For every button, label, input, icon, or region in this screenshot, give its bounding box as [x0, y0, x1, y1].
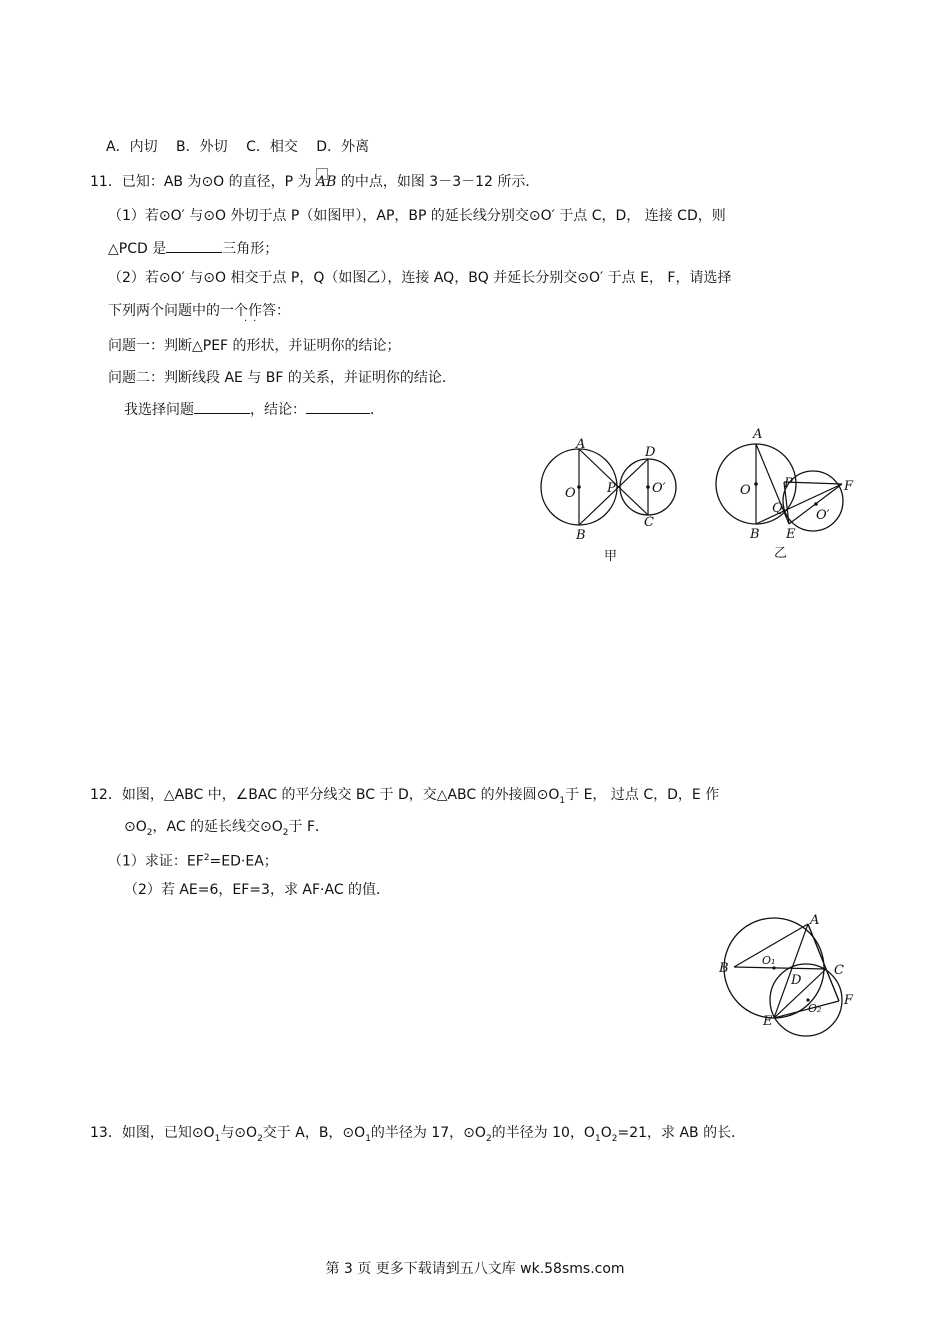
- label-b: B: [576, 528, 586, 543]
- label-o: O: [565, 486, 576, 501]
- q11-part2-line2: 下列两个问题中的一个作答：: [108, 303, 290, 319]
- label-e: E: [763, 1014, 773, 1029]
- label-o1: O₁: [762, 954, 776, 967]
- q11-choice: 我选择问题 ，结论： ．: [124, 399, 384, 420]
- q11-question-one: 问题一：判断△PEF 的形状，并证明你的结论；: [108, 338, 401, 354]
- label-a: A: [576, 437, 586, 452]
- q11-part2-line1: （2）若⊙O′ 与⊙O 相交于点 P，Q（如图乙），连接 AQ，BQ 并延长分别交⊙O′ 于点 E， F，请选择: [108, 270, 732, 286]
- q12-line1: 12．如图，△ABC 中，∠BAC 的平分线交 BC 于 D，交△ABC 的外接圆$⊙O_1$于 E， 过点 C，D，E 作: [90, 787, 720, 806]
- q11-part1-line2: △PCD 是 三角形；: [108, 238, 278, 259]
- label-q: Q: [772, 501, 783, 516]
- q12-line2: $⊙O_2$，AC 的延长线交$⊙O_2$于 F．: [124, 819, 330, 838]
- figure-q12: [716, 912, 866, 1042]
- label-e: E: [786, 527, 796, 542]
- choice-blank: [194, 399, 250, 414]
- q12-part1: （1）求证：$EF^2=ED\cdot EA$；: [108, 853, 278, 870]
- page-footer: 第 3 页 更多下载请到五八文库 wk.58sms.com: [325, 1261, 625, 1277]
- caption-yi: 乙: [774, 546, 788, 561]
- label-d: D: [791, 973, 802, 988]
- label-b: B: [719, 961, 729, 976]
- label-b: B: [750, 527, 760, 542]
- q11-stem: 11．已知：AB 为⊙O 的直径，P 为 AB 的中点，如图 3－3－12 所示．: [90, 174, 540, 190]
- label-d: D: [645, 445, 656, 460]
- label-a: A: [753, 427, 763, 442]
- label-a: A: [810, 913, 820, 928]
- label-f: F: [844, 993, 854, 1008]
- q12-part2: （2）若 AE=6，EF=3，求 AF·AC 的值．: [124, 882, 391, 898]
- label-c: C: [644, 515, 654, 530]
- emphasis-dots: ··: [244, 316, 263, 327]
- label-f: F: [844, 479, 854, 494]
- caption-jia: 甲: [604, 549, 618, 564]
- conclusion-blank: [306, 399, 370, 414]
- q11-part1-line1: （1）若⊙O′ 与⊙O 外切于点 P（如图甲），AP，BP 的延长线分别交⊙O′ 于点 C，D， 连接 CD，则: [108, 208, 726, 224]
- answer-blank: [166, 238, 222, 253]
- label-o-prime: O′: [652, 481, 666, 496]
- arc-ab: AB: [316, 174, 337, 190]
- figure-yi: [712, 427, 872, 576]
- label-p: P: [784, 476, 793, 491]
- label-o: O: [740, 483, 751, 498]
- label-o2: O₂: [808, 1002, 822, 1015]
- label-p: P: [607, 481, 616, 496]
- figure-jia: [532, 437, 692, 580]
- label-c: C: [834, 963, 844, 978]
- q11-question-two: 问题二：判断线段 AE 与 BF 的关系，并证明你的结论．: [108, 370, 456, 386]
- q10-options: A．内切 B．外切 C．相交 D．外离: [106, 139, 370, 155]
- label-o-prime: O′: [816, 508, 830, 523]
- q13: 13．如图，已知$⊙O_1$与$⊙O_2$交于 A，B，$⊙O_1$的半径为 17，$⊙O_2$的半径为 10，$O_1O_2=21$，求 AB 的长．: [90, 1125, 746, 1144]
